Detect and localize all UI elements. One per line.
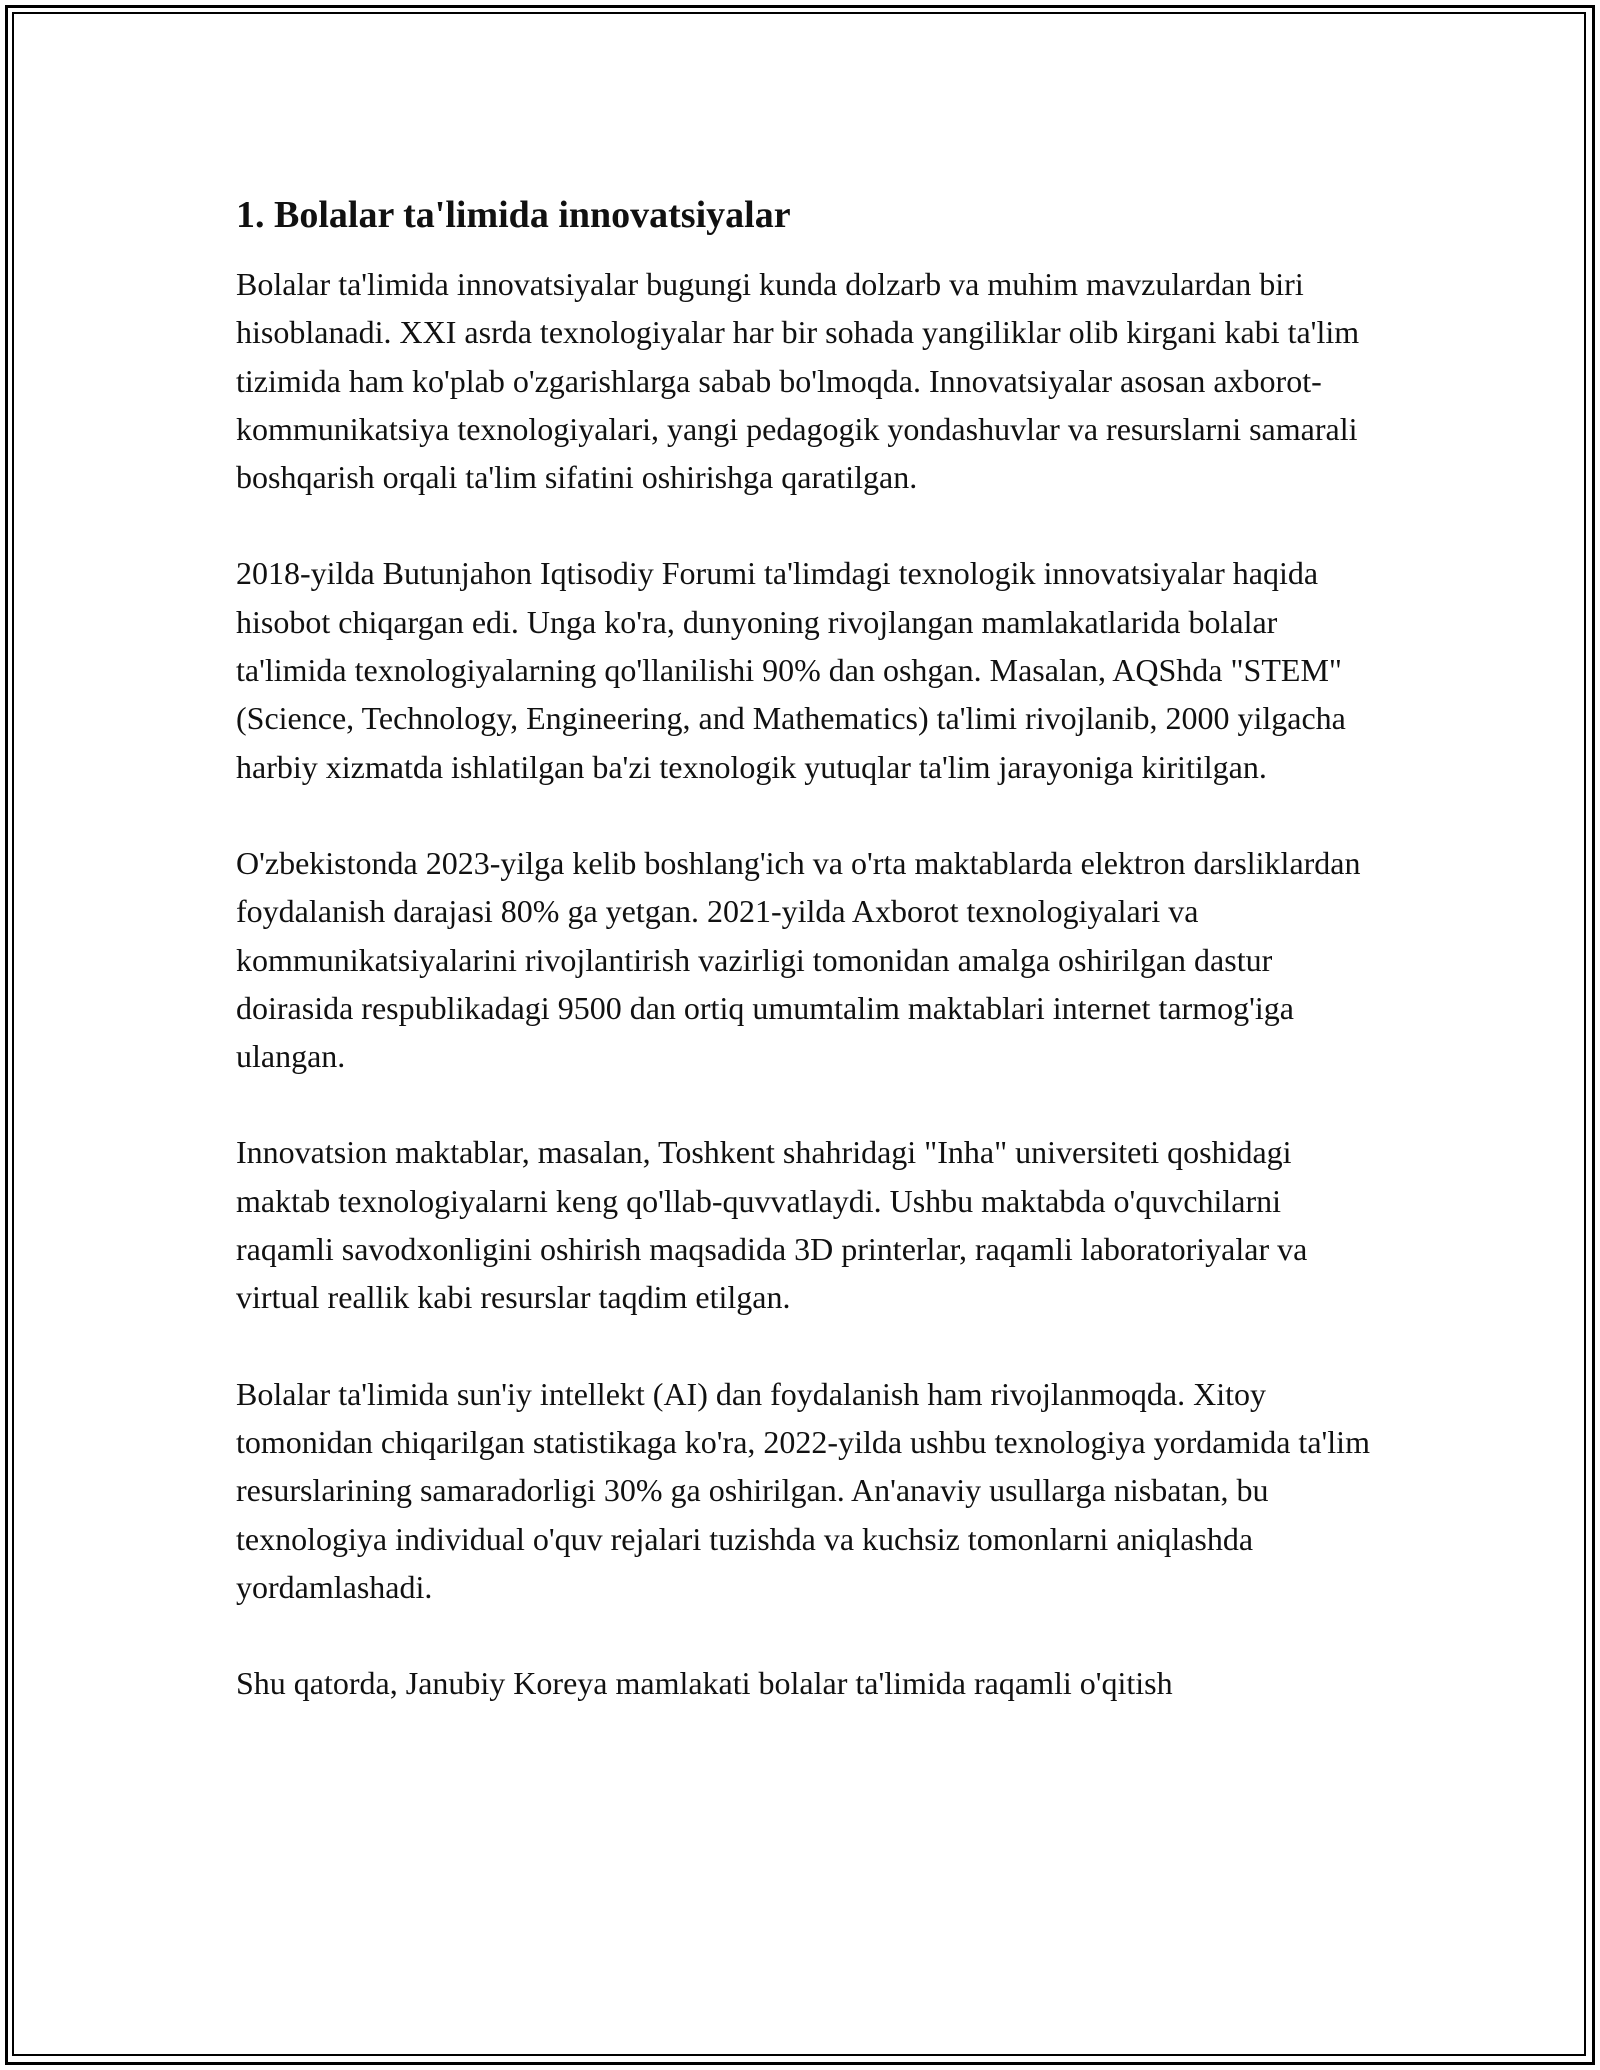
paragraph-innovative-schools: Innovatsion maktablar, masalan, Toshkent shahridagi "Inha" universiteti qoshidagi maktab texnologiyalarni keng qo'llab-quvvatlaydi. Ushbu maktabda o'quvchilarni raqamli savodxonligini oshirish maqsadida 3D printerlar, raqamli laboratoriyalar va virtual reallik kabi resurslar taqdim etilgan. [236, 1134, 1308, 1316]
paragraph-ai: Bolalar ta'limida sun'iy intellekt (AI) dan foydalanish ham rivojlanmoqda. Xitoy tomonidan chiqarilgan statistikaga ko'ra, 2022-yilda ushbu texnologiya yordamida ta'lim resurslarining samaradorligi 30% ga oshirilgan. An'anaviy usullarga nisbatan, bu texnologiya individual o'quv rejalari tuzishda va kuchsiz tomonlarni aniqlashda yordamlashadi. [236, 1375, 1370, 1605]
section-heading: 1. Bolalar ta'limida innovatsiyalar [236, 194, 791, 236]
paragraph-uzbekistan: O'zbekistonda 2023-yilga kelib boshlang'ich va o'rta maktablarda elektron darsliklardan foydalanish darajasi 80% ga yetgan. 2021-yilda Axborot texnologiyalari va kommunikatsiyalarini rivojlantirish vazirligi tomonidan amalga oshirilgan dastur doirasida respublikadagi 9500 dan ortiq umumtalim maktablari internet tarmog'iga ulangan. [236, 844, 1361, 1075]
document-body [236, 190, 1376, 1707]
paragraph-south-korea: Shu qatorda, Janubiy Koreya mamlakati bolalar ta'limida raqamli o'qitish [236, 1665, 1173, 1702]
paragraph-intro: Bolalar ta'limida innovatsiyalar bugungi kunda dolzarb va muhim mavzulardan biri hisoblanadi. XXI asrda texnologiyalar har bir sohada yangiliklar olib kirgani kabi ta'lim tizimida ham ko'plab o'zgarishlarga sabab bo'lmoqda. Innovatsiyalar asosan axborot-kommunikatsiya texnologiyalari, yangi pedagogik yondashuvlar va resurslarni samarali boshqarish orqali ta'lim sifatini oshirishga qaratilgan. [236, 266, 1360, 496]
paragraph-wef-report: 2018-yilda Butunjahon Iqtisodiy Forumi ta'limdagi texnologik innovatsiyalar haqida hisobot chiqargan edi. Unga ko'ra, dunyoning rivojlangan mamlakatlarida bolalar ta'limida texnologiyalarning qo'llanilishi 90% dan oshgan. Masalan, AQShda "STEM" (Science, Technology, Engineering, and Mathematics) ta'limi rivojlanib, 2000 yilgacha harbiy xizmatda ishlatilgan ba'zi texnologik yutuqlar ta'lim jarayoniga kiritilgan. [236, 555, 1346, 785]
